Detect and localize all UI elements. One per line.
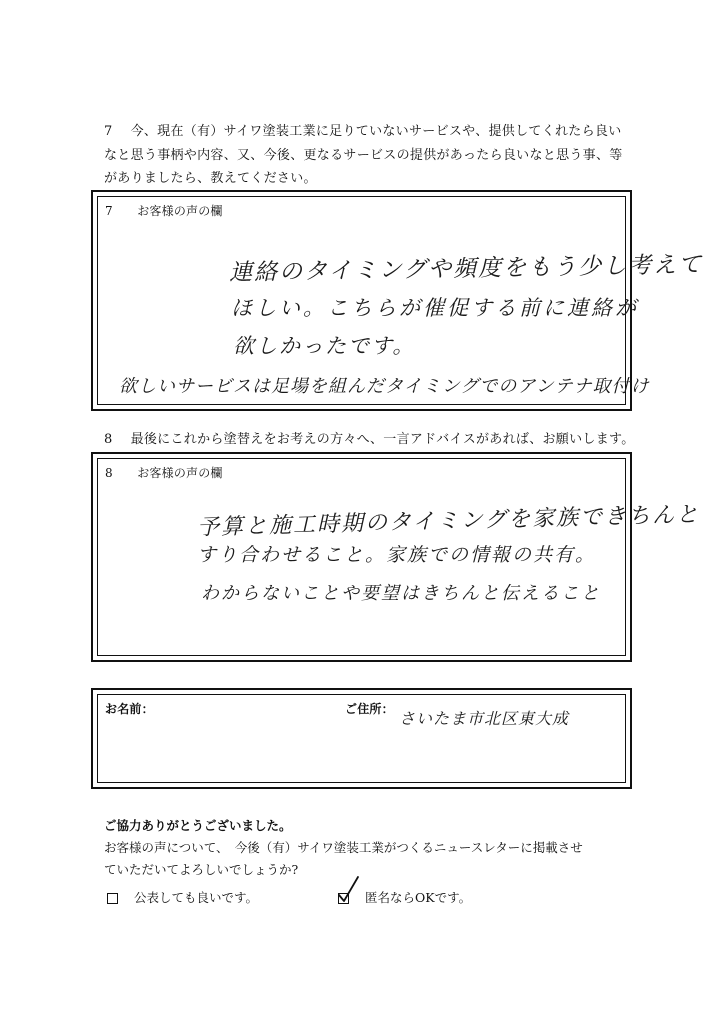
address-label: ご住所： — [345, 702, 394, 716]
q7-text-line2: なと思う事柄や内容、又、今後、更なるサービスの提供があったら良いなと思う事、等 — [104, 148, 623, 163]
q8-answer-box — [91, 452, 701, 662]
q7-handwritten-line3: 欲しかったです。 — [233, 334, 416, 358]
anonymous-ok-checkbox[interactable] — [338, 893, 349, 904]
q7-handwritten-line2: ほしい。こちらが催促する前に連絡が — [231, 296, 639, 320]
consent-question-line2: ていただいてよろしいでしょうか? — [104, 862, 299, 877]
q7-number: 7 — [104, 124, 113, 139]
check-mark-icon — [337, 875, 363, 905]
public-ok-label: 公表しても良いです。 — [134, 890, 259, 905]
q7-line1 — [104, 121, 622, 142]
q7-box-label: 7 お客様の声の欄 — [105, 204, 223, 218]
q8-line — [104, 429, 635, 450]
q8-text: 最後にこれから塗替えをお考えの方々へ、一言アドバイスがあれば、お願いします。 — [130, 432, 635, 447]
q8-number: 8 — [104, 432, 113, 447]
q8-handwritten-line1: 予算と施工時期のタイミングを家族できちんと — [196, 502, 701, 541]
q8-handwritten-line3: わからないことや要望はきちんと伝えること — [201, 583, 601, 604]
name-label: お名前： — [105, 702, 154, 716]
q7-handwritten-line4: 欲しいサービスは足場を組んだタイミングでのアンテナ取付け — [119, 376, 650, 397]
public-ok-checkbox[interactable] — [107, 893, 118, 904]
address-handwritten: さいたま市北区東大成 — [399, 709, 570, 728]
q7-answer-box — [91, 190, 704, 411]
q8-box-label: 8 お客様の声の欄 — [105, 466, 223, 480]
thanks-text: ご協力ありがとうございました。 — [104, 818, 292, 833]
q8-handwritten-line2: すり合わせること。家族での情報の共有。 — [197, 544, 597, 566]
q7-text-line1: 今、現在（有）サイワ塗装工業に足りていないサービスや、提供してくれたら良い — [130, 124, 622, 139]
consent-question-line1: お客様の声について、 今後（有）サイワ塗装工業がつくるニュースレターに掲載させ — [104, 840, 583, 855]
q7-text-line3: がありましたら、教えてください。 — [104, 171, 317, 186]
info-box — [91, 688, 632, 789]
q7-handwritten-line1: 連絡のタイミングや頻度をもう少し考えて — [228, 251, 704, 287]
anonymous-ok-label: 匿名ならOKです。 — [365, 890, 472, 905]
